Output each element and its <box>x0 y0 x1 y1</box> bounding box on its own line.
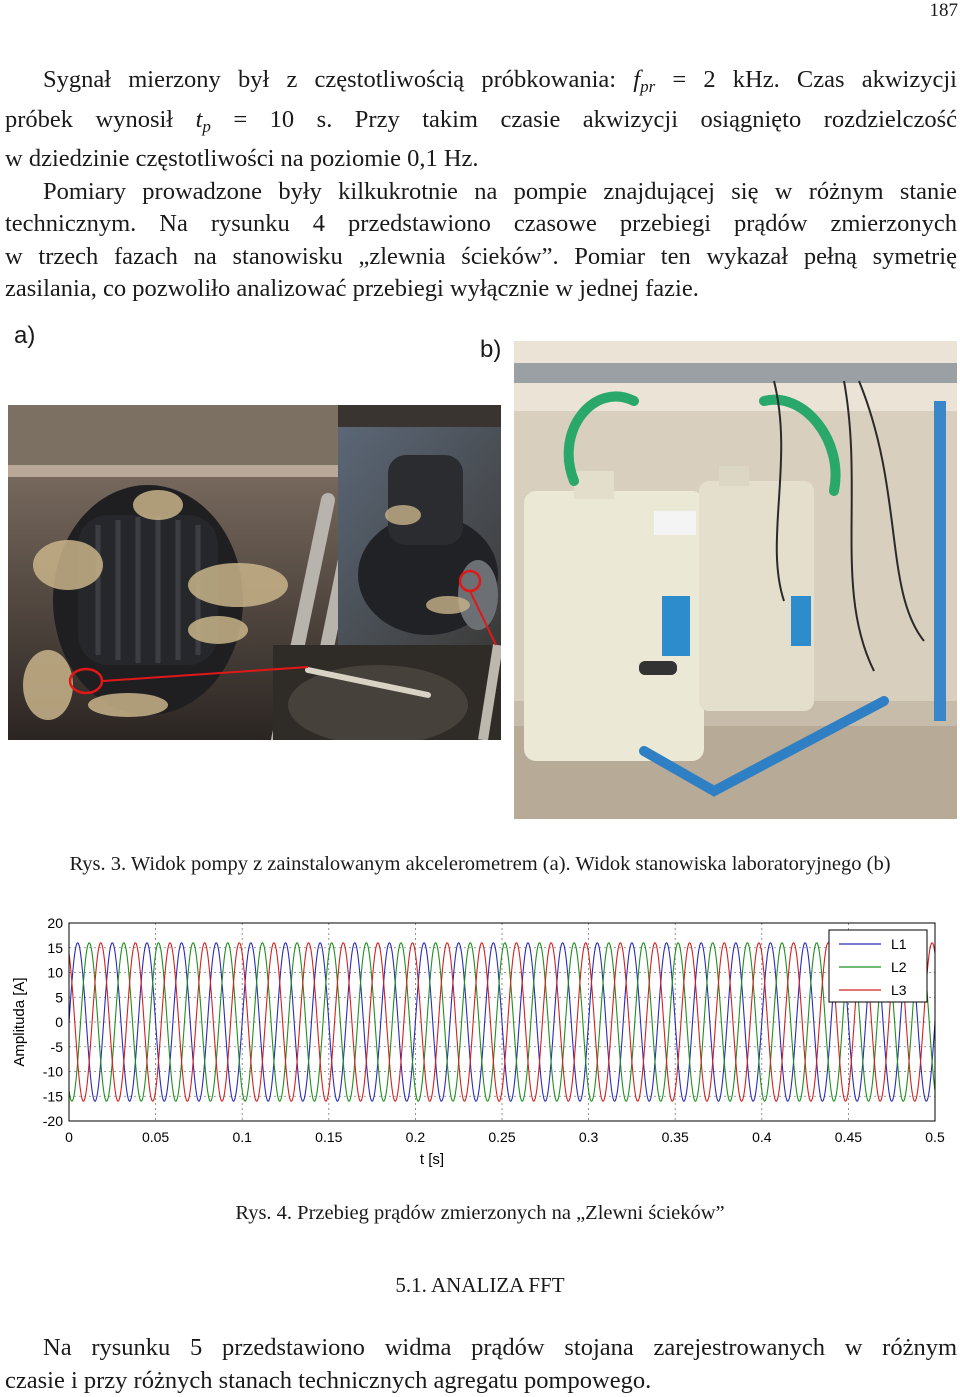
laboratory-photo <box>514 341 957 819</box>
x-tick-labels <box>65 1129 945 1145</box>
paragraph-1-line-3: w dziedzinie częstotliwości na poziomie 0,1 Hz. <box>5 145 479 172</box>
figure-4-caption: Rys. 4. Przebieg prądów zmierzonych na „Zlewni ścieków” <box>235 1202 725 1224</box>
y-tick-label: -20 <box>42 1113 63 1129</box>
legend-label: L3 <box>891 982 907 998</box>
x-tick-label: 0.3 <box>578 1129 599 1145</box>
y-tick-label: -15 <box>42 1088 63 1105</box>
y-tick-label: 20 <box>47 915 63 931</box>
paragraph-1 <box>5 64 957 306</box>
x-tick-label: 0.25 <box>488 1129 516 1145</box>
chart-legend <box>829 930 927 1002</box>
page-number: 187 <box>929 0 958 21</box>
pump-photo-collage <box>8 405 501 740</box>
paragraph-1-line-5: technicznym. Na rysunku 4 przedstawiono czasowe przebiegi prądów zmierzonych <box>5 210 957 237</box>
x-axis-label: t [s] <box>419 1151 445 1168</box>
paragraph-2 <box>5 1331 957 1397</box>
y-tick-label: 5 <box>55 989 63 1006</box>
x-tick-label: 0.4 <box>752 1129 772 1145</box>
laboratory-photo-graphic <box>514 341 957 819</box>
x-tick-label: 0.15 <box>315 1129 343 1145</box>
y-tick-label: 10 <box>47 964 63 981</box>
legend-label: L2 <box>891 959 907 975</box>
section-heading: 5.1. ANALIZA FFT <box>395 1273 565 1297</box>
x-tick-label: 0.35 <box>661 1129 689 1145</box>
paragraph-1-line-2: próbek wynosił $t_p = 10$ s. Przy takim czasie akwizycji osiągnięto rozdzielczość <box>5 105 958 136</box>
x-tick-label: 0.2 <box>405 1129 426 1145</box>
y-tick-labels <box>43 915 63 1129</box>
current-waveform-chart <box>0 908 960 1173</box>
y-tick-label: -10 <box>42 1063 63 1080</box>
x-tick-label: 0.1 <box>232 1129 252 1145</box>
y-tick-label: 0 <box>55 1014 63 1030</box>
paragraph-1-line-7: zasilania, co pozwoliło analizować przebiegi wyłącznie w jednej fazie. <box>5 275 699 302</box>
y-tick-label: 15 <box>47 939 63 956</box>
x-tick-label: 0.5 <box>925 1129 945 1145</box>
x-tick-label: 0.05 <box>141 1129 170 1145</box>
legend-box <box>829 930 927 1002</box>
x-tick-label: 0.45 <box>834 1129 863 1145</box>
paragraph-1-line-6: w trzech fazach na stanowisku „zlewnia ścieków”. Pomiar ten wykazał pełną symetrię <box>5 242 957 270</box>
legend-label: L1 <box>891 936 907 952</box>
paragraph-2-line-1: Na rysunku 5 przedstawiono widma prądów stojana zarejestrowanych w różnym <box>43 1334 957 1361</box>
pump-photo-graphic <box>8 405 501 740</box>
paragraph-1-line-1: Sygnał mierzony był z częstotliwością próbkowania: $f_{pr} = 2$ kHz. Czas akwizycji <box>43 66 957 96</box>
paragraph-1-line-4: Pomiary prowadzone były kilkukrotnie na pompie znajdującej się w różnym stanie <box>43 177 957 205</box>
figure-label-b: b) <box>480 336 502 363</box>
y-tick-label: -5 <box>50 1038 63 1055</box>
figure-3-caption: Rys. 3. Widok pompy z zainstalowanym akcelerometrem (a). Widok stanowiska laboratoryjnego (b) <box>69 853 891 875</box>
y-axis-label: Amplituda [A] <box>11 977 28 1067</box>
x-tick-label: 0 <box>65 1129 73 1145</box>
paragraph-2-line-2: czasie i przy różnych stanach technicznych agregatu pompowego. <box>5 1367 652 1394</box>
figure-label-a: a) <box>14 322 36 349</box>
